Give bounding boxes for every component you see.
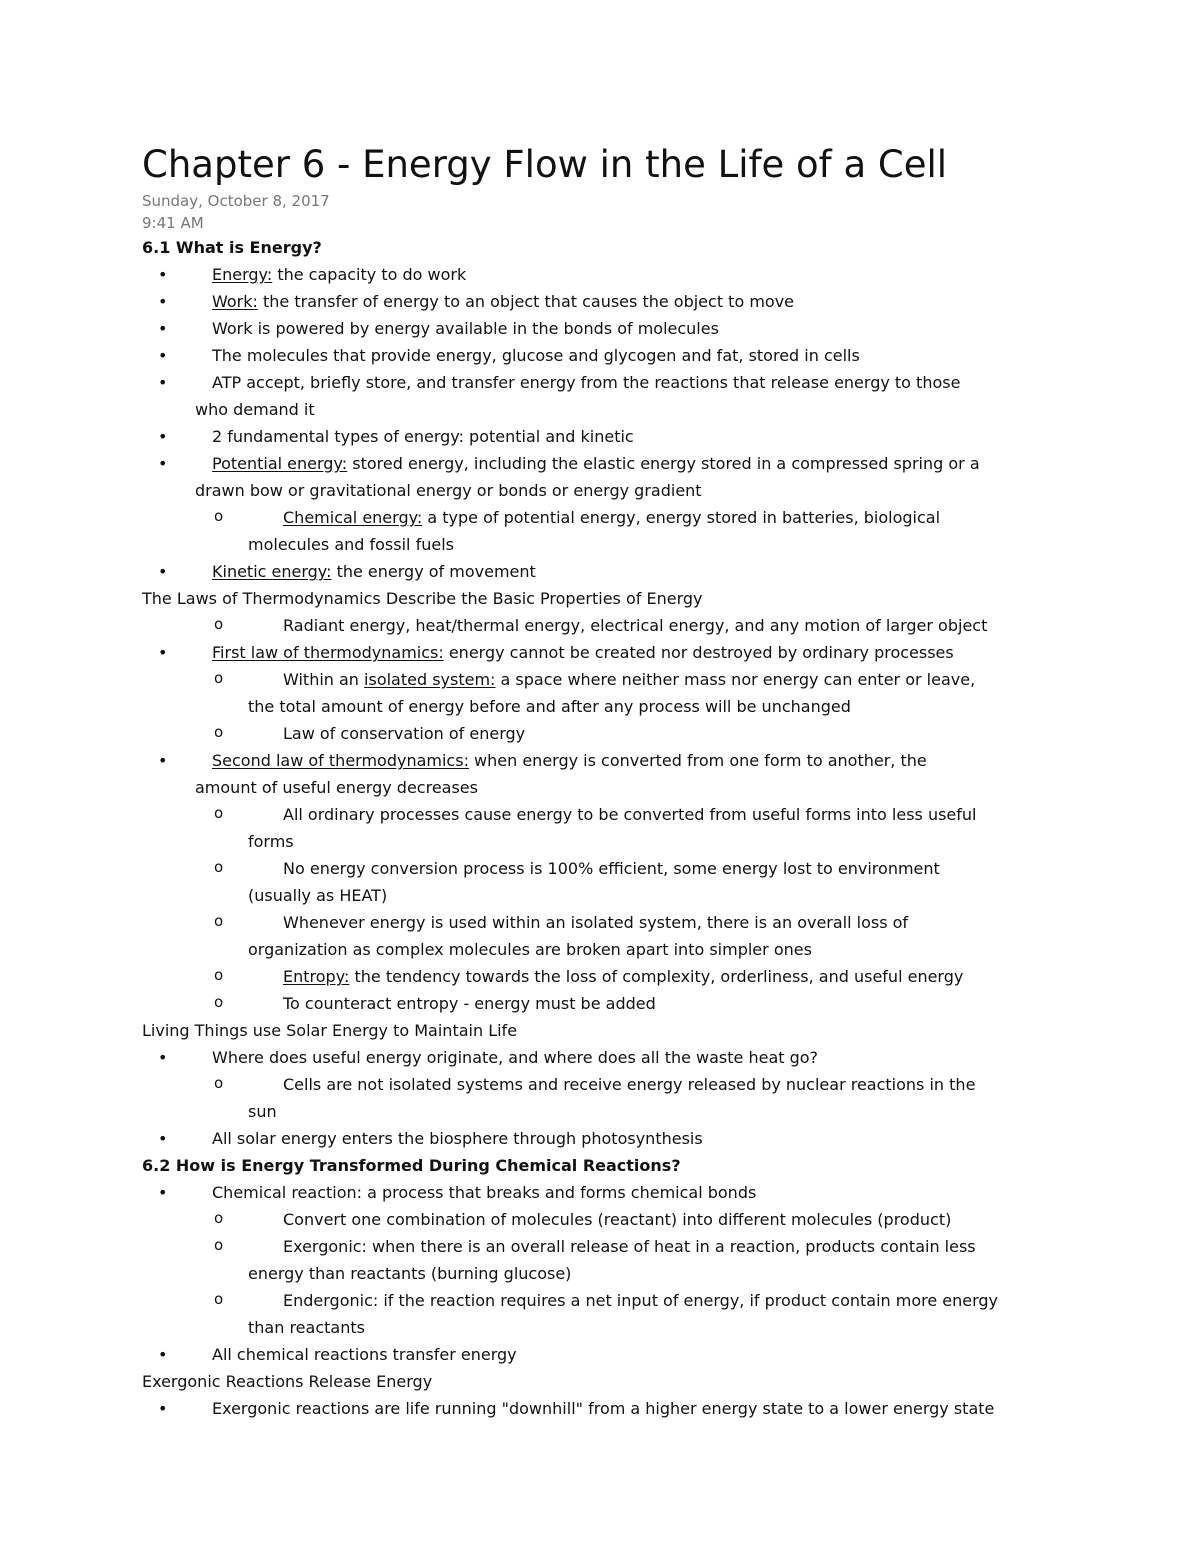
- term: Chemical energy:: [283, 508, 423, 527]
- bullet-icon: •: [158, 292, 168, 311]
- page-title: Chapter 6 - Energy Flow in the Life of a Cell: [142, 143, 948, 186]
- section-heading-6-1: 6.1 What is Energy?: [142, 238, 322, 257]
- sub-bullet-icon: o: [214, 723, 224, 741]
- bullet-icon: •: [158, 373, 168, 392]
- item-text: Cells are not isolated systems and receive energy released by nuclear reactions in the: [283, 1075, 976, 1094]
- term: Entropy:: [283, 967, 350, 986]
- sub-bullet-icon: o: [214, 1236, 224, 1254]
- item-text: All chemical reactions transfer energy: [212, 1345, 517, 1364]
- item-text: Chemical reaction: a process that breaks and forms chemical bonds: [212, 1183, 757, 1202]
- list-item-continuation: drawn bow or gravitational energy or bonds or energy gradient: [195, 481, 702, 500]
- list-item: [142, 288, 1142, 315]
- term: isolated system:: [364, 670, 496, 689]
- sub-list-item: [142, 1287, 1142, 1314]
- item-text: Radiant energy, heat/thermal energy, electrical energy, and any motion of larger object: [283, 616, 988, 635]
- item-text: Endergonic: if the reaction requires a net input of energy, if product contain more energy: [283, 1291, 999, 1310]
- list-item: [142, 342, 1142, 369]
- sub-bullet-icon: o: [214, 858, 224, 876]
- item-text: 2 fundamental types of energy: potential and kinetic: [212, 427, 634, 446]
- item-text: Exergonic reactions are life running "downhill" from a higher energy state to a lower energy state: [212, 1399, 995, 1418]
- sub-list-item: [142, 963, 1142, 990]
- term: Kinetic energy:: [212, 562, 332, 581]
- sub-bullet-icon: o: [214, 669, 224, 687]
- definition: the energy of movement: [331, 562, 536, 581]
- sub-bullet-icon: o: [214, 993, 224, 1011]
- definition: a type of potential energy, energy stored in batteries, biological: [422, 508, 941, 527]
- list-item: [142, 1044, 1142, 1071]
- sub-bullet-icon: o: [214, 507, 224, 525]
- bullet-icon: •: [158, 643, 168, 662]
- sub-list-item-continuation: (usually as HEAT): [248, 886, 388, 905]
- sub-list-item-continuation: forms: [248, 832, 294, 851]
- sub-list-item: [142, 666, 1142, 693]
- list-item: [142, 747, 1142, 774]
- note-page: [142, 140, 1142, 1422]
- definition: energy cannot be created nor destroyed by ordinary processes: [443, 643, 954, 662]
- bullet-icon: •: [158, 1183, 168, 1202]
- sub-list-item-continuation: energy than reactants (burning glucose): [248, 1264, 572, 1283]
- item-text: ATP accept, briefly store, and transfer energy from the reactions that release energy to those: [212, 373, 961, 392]
- section-heading-6-2: 6.2 How is Energy Transformed During Chemical Reactions?: [142, 1156, 681, 1175]
- subsection-heading-exergonic: Exergonic Reactions Release Energy: [142, 1372, 433, 1391]
- list-item: [142, 423, 1142, 450]
- sub-bullet-icon: o: [214, 804, 224, 822]
- list-item-continuation: who demand it: [195, 400, 315, 419]
- definition: a space where neither mass nor energy can enter or leave,: [495, 670, 976, 689]
- bullet-icon: •: [158, 1399, 168, 1418]
- bullet-icon: •: [158, 751, 168, 770]
- sub-list-item-continuation: than reactants: [248, 1318, 365, 1337]
- sub-list-item: [142, 1206, 1142, 1233]
- sub-bullet-icon: o: [214, 1290, 224, 1308]
- list-item-continuation: amount of useful energy decreases: [195, 778, 478, 797]
- bullet-icon: •: [158, 1129, 168, 1148]
- list-item: [142, 369, 1142, 396]
- term: First law of thermodynamics:: [212, 643, 444, 662]
- note-time: 9:41 AM: [142, 214, 204, 232]
- sub-list-item: [142, 1233, 1142, 1260]
- bullet-icon: •: [158, 1345, 168, 1364]
- list-item: [142, 639, 1142, 666]
- sub-list-item: [142, 855, 1142, 882]
- sub-list-item: [142, 1071, 1142, 1098]
- item-text: Whenever energy is used within an isolated system, there is an overall loss of: [283, 913, 909, 932]
- bullet-icon: •: [158, 427, 168, 446]
- list-item: [142, 1179, 1142, 1206]
- item-text: Exergonic: when there is an overall release of heat in a reaction, products contain less: [283, 1237, 976, 1256]
- bullet-icon: •: [158, 562, 168, 581]
- list-item: [142, 261, 1142, 288]
- subsection-heading-laws: The Laws of Thermodynamics Describe the Basic Properties of Energy: [142, 589, 703, 608]
- sub-list-item-continuation: the total amount of energy before and after any process will be unchanged: [248, 697, 851, 716]
- sub-list-item: [142, 504, 1142, 531]
- bullet-icon: •: [158, 454, 168, 473]
- definition: the capacity to do work: [272, 265, 467, 284]
- definition: stored energy, including the elastic energy stored in a compressed spring or a: [347, 454, 980, 473]
- definition: the transfer of energy to an object that causes the object to move: [257, 292, 795, 311]
- bullet-icon: •: [158, 346, 168, 365]
- term: Second law of thermodynamics:: [212, 751, 469, 770]
- item-text: Convert one combination of molecules (reactant) into different molecules (product): [283, 1210, 952, 1229]
- item-text: All solar energy enters the biosphere through photosynthesis: [212, 1129, 703, 1148]
- list-item: [142, 450, 1142, 477]
- sub-bullet-icon: o: [214, 966, 224, 984]
- item-text: Where does useful energy originate, and where does all the waste heat go?: [212, 1048, 819, 1067]
- item-text: All ordinary processes cause energy to be converted from useful forms into less useful: [283, 805, 977, 824]
- note-date: Sunday, October 8, 2017: [142, 192, 330, 210]
- bullet-icon: •: [158, 265, 168, 284]
- sub-list-item: [142, 909, 1142, 936]
- bullet-icon: •: [158, 1048, 168, 1067]
- item-text: The molecules that provide energy, glucose and glycogen and fat, stored in cells: [212, 346, 860, 365]
- list-item: [142, 1395, 1142, 1422]
- list-item: [142, 1125, 1142, 1152]
- item-text: Work is powered by energy available in the bonds of molecules: [212, 319, 719, 338]
- sub-list-item-continuation: organization as complex molecules are broken apart into simpler ones: [248, 940, 812, 959]
- sub-bullet-icon: o: [214, 912, 224, 930]
- sub-bullet-icon: o: [214, 615, 224, 633]
- sub-list-item-continuation: sun: [248, 1102, 277, 1121]
- subsection-heading-living: Living Things use Solar Energy to Maintain Life: [142, 1021, 518, 1040]
- sub-list-item: [142, 612, 1142, 639]
- term: Energy:: [212, 265, 273, 284]
- term: Potential energy:: [212, 454, 348, 473]
- term: Work:: [212, 292, 258, 311]
- item-text: To counteract entropy - energy must be added: [283, 994, 656, 1013]
- item-text: No energy conversion process is 100% efficient, some energy lost to environment: [283, 859, 940, 878]
- list-item: [142, 1341, 1142, 1368]
- item-text-prefix: Within an: [283, 670, 365, 689]
- definition: when energy is converted from one form to another, the: [468, 751, 927, 770]
- sub-list-item: [142, 720, 1142, 747]
- list-item: [142, 315, 1142, 342]
- definition: the tendency towards the loss of complexity, orderliness, and useful energy: [349, 967, 964, 986]
- sub-bullet-icon: o: [214, 1209, 224, 1227]
- bullet-icon: •: [158, 319, 168, 338]
- item-text: Law of conservation of energy: [283, 724, 526, 743]
- list-item: [142, 558, 1142, 585]
- sub-list-item-continuation: molecules and fossil fuels: [248, 535, 454, 554]
- sub-bullet-icon: o: [214, 1074, 224, 1092]
- sub-list-item: [142, 801, 1142, 828]
- sub-list-item: [142, 990, 1142, 1017]
